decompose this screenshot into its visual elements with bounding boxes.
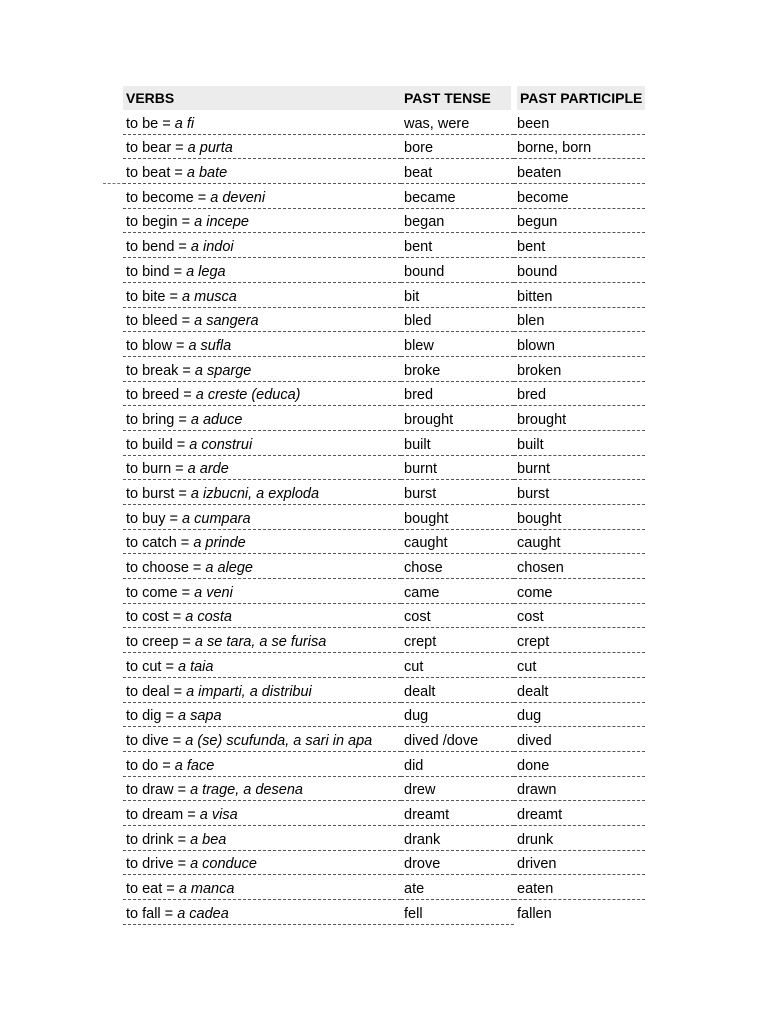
- table-header-row: [123, 86, 645, 110]
- table-row: [123, 529, 645, 554]
- verb-romanian: a prinde: [193, 535, 246, 552]
- verb-romanian: a cumpara: [182, 510, 251, 527]
- verb-english: to become =: [126, 189, 211, 206]
- past-tense-cell: was, were: [401, 110, 514, 134]
- table-body: [123, 110, 645, 924]
- verb-english: to deal =: [126, 683, 187, 700]
- verb-romanian: a lega: [186, 263, 226, 280]
- table-row: [123, 480, 645, 505]
- verb-cell: [123, 159, 401, 184]
- verb-romanian: a construi: [189, 436, 253, 453]
- verb-english: to bite =: [126, 288, 183, 305]
- past-participle-cell: dreamt: [514, 801, 645, 826]
- past-tense-cell: became: [401, 184, 514, 209]
- verb-english: to drink =: [126, 831, 191, 848]
- table-row: [123, 134, 645, 159]
- verb-cell: [123, 381, 401, 406]
- verb-english: to fall =: [126, 905, 178, 922]
- verb-english: to beat =: [126, 165, 187, 182]
- verb-romanian: a cadea: [177, 905, 229, 922]
- verb-english: to come =: [126, 584, 195, 601]
- verb-romanian: a musca: [182, 288, 237, 305]
- verb-english: to do =: [126, 757, 175, 774]
- past-tense-cell: dealt: [401, 677, 514, 702]
- past-tense-cell: broke: [401, 356, 514, 381]
- verb-cell: [123, 677, 401, 702]
- table-row: [123, 875, 645, 900]
- verb-romanian: a bea: [190, 831, 227, 848]
- past-tense-cell: dived /dove: [401, 727, 514, 752]
- table-row: [123, 603, 645, 628]
- past-participle-cell: become: [514, 184, 645, 209]
- verb-cell: [123, 233, 401, 258]
- header-verbs: VERBS: [123, 86, 401, 110]
- verb-cell: [123, 751, 401, 776]
- past-tense-cell: cost: [401, 603, 514, 628]
- table-row: [123, 307, 645, 332]
- verb-cell: [123, 727, 401, 752]
- past-participle-cell: done: [514, 751, 645, 776]
- verb-cell: [123, 184, 401, 209]
- table-row: [123, 233, 645, 258]
- past-tense-cell: ate: [401, 875, 514, 900]
- verb-romanian: a aduce: [190, 411, 243, 428]
- verb-romanian: a bate: [186, 165, 228, 182]
- past-participle-cell: beaten: [514, 159, 645, 184]
- verb-cell: [123, 603, 401, 628]
- verb-romanian: a imparti, a distribui: [186, 683, 312, 700]
- verb-cell: [123, 850, 401, 875]
- past-tense-cell: dug: [401, 702, 514, 727]
- verb-romanian: a incepe: [194, 214, 249, 231]
- past-participle-cell: drunk: [514, 825, 645, 850]
- past-participle-cell: dived: [514, 727, 645, 752]
- past-tense-cell: fell: [401, 900, 514, 925]
- verb-english: to cut =: [126, 658, 178, 675]
- verb-english: to cost =: [126, 609, 186, 626]
- table-row: [123, 801, 645, 826]
- verb-english: to burst =: [126, 486, 191, 502]
- verb-english: to draw =: [126, 782, 191, 799]
- table-row: [123, 702, 645, 727]
- past-participle-cell: bound: [514, 258, 645, 283]
- past-tense-cell: drew: [401, 776, 514, 801]
- verb-romanian: a alege: [205, 560, 253, 577]
- verb-cell: [123, 875, 401, 900]
- past-participle-cell: begun: [514, 208, 645, 233]
- table-row: [123, 505, 645, 530]
- past-tense-cell: did: [401, 751, 514, 776]
- past-participle-cell: burnt: [514, 455, 645, 480]
- past-tense-cell: cut: [401, 653, 514, 678]
- table-row: [123, 381, 645, 406]
- verb-english: to bind =: [126, 263, 187, 280]
- header-past-participle: PAST PARTICIPLE: [514, 86, 645, 110]
- past-participle-cell: blen: [514, 307, 645, 332]
- past-tense-cell: crept: [401, 628, 514, 653]
- past-tense-cell: bred: [401, 381, 514, 406]
- past-tense-cell: bit: [401, 282, 514, 307]
- past-participle-cell: dealt: [514, 677, 645, 702]
- table-row: [123, 159, 645, 184]
- table-row: [123, 184, 645, 209]
- past-participle-cell: bought: [514, 505, 645, 530]
- past-participle-cell: bent: [514, 233, 645, 258]
- verb-english: to blow =: [126, 337, 189, 354]
- table-row: [123, 776, 645, 801]
- verb-english: to dig =: [126, 708, 178, 725]
- verb-english: to bend =: [126, 239, 191, 256]
- verb-romanian: a sapa: [178, 708, 222, 725]
- verb-english: to creep =: [126, 634, 195, 651]
- verb-cell: [123, 529, 401, 554]
- verb-cell: [123, 356, 401, 381]
- table-row: [123, 430, 645, 455]
- past-tense-cell: burnt: [401, 455, 514, 480]
- verb-romanian: a se tara, a se furisa: [194, 634, 327, 651]
- verb-cell: [123, 134, 401, 159]
- verb-romanian: a trage, a desena: [190, 782, 303, 799]
- past-participle-cell: burst: [514, 480, 645, 505]
- verb-cell: [123, 258, 401, 283]
- table-row: [123, 356, 645, 381]
- verb-cell: [123, 208, 401, 233]
- past-participle-cell: crept: [514, 628, 645, 653]
- margin-mark: [103, 183, 125, 184]
- past-tense-cell: beat: [401, 159, 514, 184]
- verb-english: to drive =: [126, 856, 191, 873]
- past-tense-cell: dreamt: [401, 801, 514, 826]
- past-participle-cell: come: [514, 579, 645, 604]
- verb-romanian: a creste (educa): [195, 387, 301, 404]
- verb-cell: [123, 505, 401, 530]
- table-row: [123, 332, 645, 357]
- verb-english: to begin =: [126, 214, 195, 231]
- verb-english: to catch =: [126, 535, 194, 552]
- past-tense-cell: caught: [401, 529, 514, 554]
- table-row: [123, 751, 645, 776]
- verb-romanian: a deveni: [210, 189, 266, 206]
- verb-romanian: a sufla: [188, 337, 232, 354]
- verb-romanian: a (se) scufunda, a sari in apa: [185, 732, 373, 749]
- past-tense-cell: built: [401, 430, 514, 455]
- table-row: [123, 825, 645, 850]
- past-participle-cell: bitten: [514, 282, 645, 307]
- verb-romanian: a purta: [187, 140, 233, 157]
- past-participle-cell: drawn: [514, 776, 645, 801]
- verb-cell: [123, 776, 401, 801]
- past-tense-cell: began: [401, 208, 514, 233]
- verb-cell: [123, 455, 401, 480]
- verb-english: to eat =: [126, 881, 179, 897]
- verb-cell: [123, 110, 401, 134]
- verb-english: to be =: [126, 115, 175, 132]
- past-participle-cell: caught: [514, 529, 645, 554]
- past-tense-cell: burst: [401, 480, 514, 505]
- verb-cell: [123, 554, 401, 579]
- past-participle-cell: cut: [514, 653, 645, 678]
- table-row: [123, 628, 645, 653]
- table-row: [123, 653, 645, 678]
- past-tense-cell: bought: [401, 505, 514, 530]
- past-tense-cell: brought: [401, 406, 514, 431]
- verb-english: to dive =: [126, 732, 186, 749]
- verb-cell: [123, 900, 401, 925]
- past-participle-cell: bred: [514, 381, 645, 406]
- verb-cell: [123, 825, 401, 850]
- verb-cell: [123, 406, 401, 431]
- header-past-tense: PAST TENSE: [401, 86, 514, 110]
- verb-english: to dream =: [126, 806, 200, 823]
- verb-cell: [123, 430, 401, 455]
- past-tense-cell: bore: [401, 134, 514, 159]
- past-participle-cell: borne, born: [514, 134, 645, 159]
- verb-english: to break =: [126, 362, 195, 379]
- verb-romanian: a fi: [174, 115, 195, 132]
- past-tense-cell: drove: [401, 850, 514, 875]
- past-tense-cell: came: [401, 579, 514, 604]
- verb-cell: [123, 282, 401, 307]
- past-participle-cell: blown: [514, 332, 645, 357]
- table-row: [123, 208, 645, 233]
- table-row: [123, 406, 645, 431]
- past-participle-cell: built: [514, 430, 645, 455]
- table-row: [123, 727, 645, 752]
- verb-romanian: a arde: [187, 461, 229, 478]
- past-participle-cell: fallen: [517, 906, 552, 923]
- verb-romanian: a costa: [185, 609, 232, 626]
- verb-romanian: a sangera: [194, 313, 259, 330]
- verb-english: to burn =: [126, 461, 188, 478]
- verb-cell: [123, 702, 401, 727]
- table-row: [123, 455, 645, 480]
- verb-cell: [123, 332, 401, 357]
- past-participle-cell: broken: [514, 356, 645, 381]
- verb-romanian: a taia: [178, 658, 214, 675]
- past-tense-cell: chose: [401, 554, 514, 579]
- past-tense-cell: bent: [401, 233, 514, 258]
- past-tense-cell: bled: [401, 307, 514, 332]
- verb-english: to breed =: [126, 387, 196, 404]
- verb-english: to bring =: [126, 411, 191, 428]
- verb-cell: [123, 653, 401, 678]
- past-tense-cell: blew: [401, 332, 514, 357]
- table-row: [123, 282, 645, 307]
- verb-romanian: a indoi: [190, 239, 234, 256]
- verb-romanian: a visa: [199, 806, 238, 823]
- verb-romanian: a veni: [194, 584, 233, 601]
- past-participle-cell: dug: [514, 702, 645, 727]
- past-participle-cell: brought: [514, 406, 645, 431]
- verb-romanian: a face: [174, 757, 215, 774]
- verb-cell: [123, 480, 401, 505]
- verb-english: to bear =: [126, 140, 188, 157]
- verb-english: to build =: [126, 436, 190, 453]
- verb-romanian: a conduce: [190, 856, 257, 873]
- past-participle-cell: been: [514, 110, 645, 134]
- past-participle-cell: chosen: [514, 554, 645, 579]
- table-row: [123, 850, 645, 875]
- table-row: [123, 110, 645, 134]
- past-tense-cell: bound: [401, 258, 514, 283]
- verb-cell: [123, 307, 401, 332]
- verb-romanian: a izbucni, a exploda: [190, 486, 320, 502]
- past-participle-cell: driven: [514, 850, 645, 875]
- past-tense-cell: drank: [401, 825, 514, 850]
- table-row: [123, 579, 645, 604]
- irregular-verbs-table: [123, 86, 645, 925]
- verb-romanian: a sparge: [194, 362, 252, 379]
- table-row: [123, 258, 645, 283]
- past-participle-cell: eaten: [514, 875, 645, 900]
- table-row: [123, 677, 645, 702]
- past-participle-cell: cost: [514, 603, 645, 628]
- verb-english: to bleed =: [126, 313, 195, 330]
- verb-english: to buy =: [126, 510, 183, 527]
- verb-english: to choose =: [126, 560, 206, 577]
- verb-cell: [123, 801, 401, 826]
- verb-cell: [123, 579, 401, 604]
- verb-cell: [123, 628, 401, 653]
- table-row: [123, 900, 645, 925]
- verb-romanian: a manca: [178, 881, 235, 897]
- table-row: [123, 554, 645, 579]
